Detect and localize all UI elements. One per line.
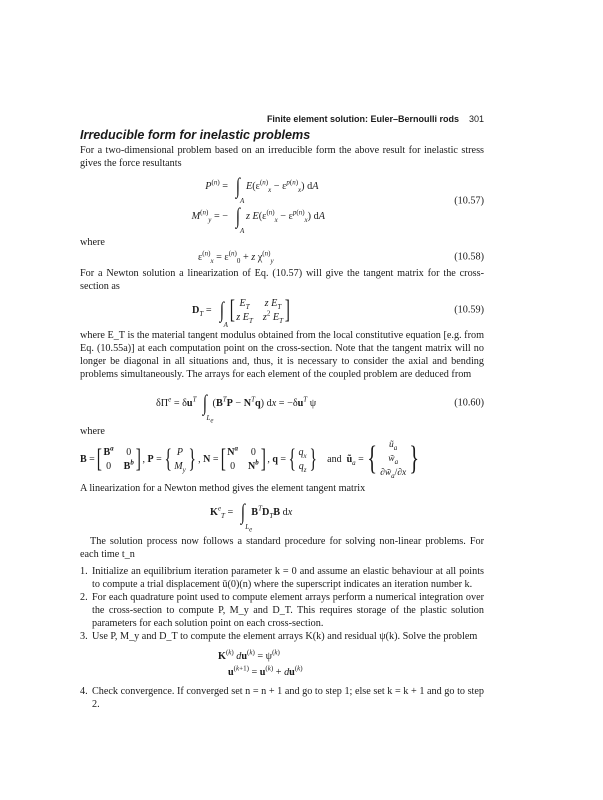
matrix-definitions: B = [ $B^a$ 0 0 $B^b$ ] , P = { P $M_y$ } , N = [ $N^a$ 0 0 $N^b$ ] , q = { $q_x$ $q_z$ } and $ũ_a$ = { $ũ_a$ $w̃_a$ $\partial w̃_a/\partial x$ }: [80, 439, 420, 480]
procedure-steps: [80, 565, 484, 643]
list-item: 4. Check convergence. If converged set n = n + 1 and go to step 1; else set k = k + 1 and go to step 2.: [80, 686, 484, 710]
page-number: 301: [468, 114, 484, 124]
procedure-paragraph: The solution process now follows a standard procedure for solving non-linear problems. For each time t_n: [80, 536, 484, 560]
equation-number: (10.57): [454, 195, 484, 207]
step3-equations: $K^{(k)}$ $du^{(k)} = \psi^{(k)}$ $u^{(k+1)} = u^{(k)} + du^{(k)}$: [218, 648, 303, 678]
list-item: 2. For each quadrature point used to compute element arrays perform a numerical integration over the cross-section to compute P, M_y and D_T. This requires storage of the plastic solution parameters for each solution point on each cross-section.: [80, 592, 484, 629]
tangent-paragraph: where E_T is the material tangent modulus obtained from the local constitutive equation [e.g. from Eq. (10.55a)] at each computation point on the cross-section. Note that the tangent matrix will no longer be diagonal in all situations and, thus, it is necessary to consider the axial and bending problems simultaneously. The arrays for each element of the coupled problem are deduced from: [80, 330, 484, 380]
newton-intro-paragraph: For a Newton solution a linearization of Eq. (10.57) will give the tangent matrix for the cross-section as: [80, 268, 484, 292]
equation-number: (10.58): [454, 251, 484, 263]
section-heading: Irreducible form for inelastic problems: [80, 128, 311, 142]
equation-10-57: $P^{(n)}$ = ∫ A $E(\varepsilon^{(n)}_x - \varepsilon^{p(n)}_x)$ dA $M^{(n)}_y$ = − ∫ A z $E(\varepsilon^{(n)}_x - \varepsilon^{p(n)}_x)$ dA (10.57): [191, 173, 484, 235]
procedure-steps-cont: [80, 685, 484, 711]
equation-number: (10.60): [454, 397, 484, 409]
where-label: where: [80, 237, 105, 248]
equation-10-58: $\varepsilon^{(n)}_x = \varepsilon^{(n)}_0 + z$ $\chi^{(n)}_y$ (10.58): [198, 249, 484, 265]
intro-paragraph: For a two-dimensional problem based on an irreducible form the above result for inelastic stress gives the force resultants: [80, 145, 484, 169]
where-label: where: [80, 426, 105, 437]
running-title: Finite element solution: Euler–Bernoulli rods: [266, 114, 459, 124]
equation-number: (10.59): [454, 304, 484, 316]
equation-element-tangent: $K^e_T$ = ∫ $L_e$ $B^TD_TB$ dx: [210, 499, 293, 534]
list-item: 3. Use P, M_y and D_T to compute the element arrays K(k) and residual ψ(k). Solve the problem: [80, 631, 478, 642]
equation-10-60: $\delta\Pi^e = \delta u^T$ ∫ $L_e$ $(B^TP - N^Tq)$ dx = $-\delta u^T$ ψ (10.60): [156, 390, 484, 425]
list-item: 1. Initialize an equilibrium iteration parameter k = 0 and assume an elastic behaviour at all points to compute a trial displacement ū(0)(n) where the superscript indicates an iteration number k.: [80, 566, 484, 590]
content: [80, 128, 484, 711]
linearization-paragraph: A linearization for a Newton method gives the element tangent matrix: [80, 483, 366, 494]
equation-10-59: $D_T$ = ∫ A [ $E_T$ z $E_T$ z $E_T$ $z^2$ $E_T$ ] (10.59): [192, 295, 484, 329]
running-header: [0, 113, 484, 126]
